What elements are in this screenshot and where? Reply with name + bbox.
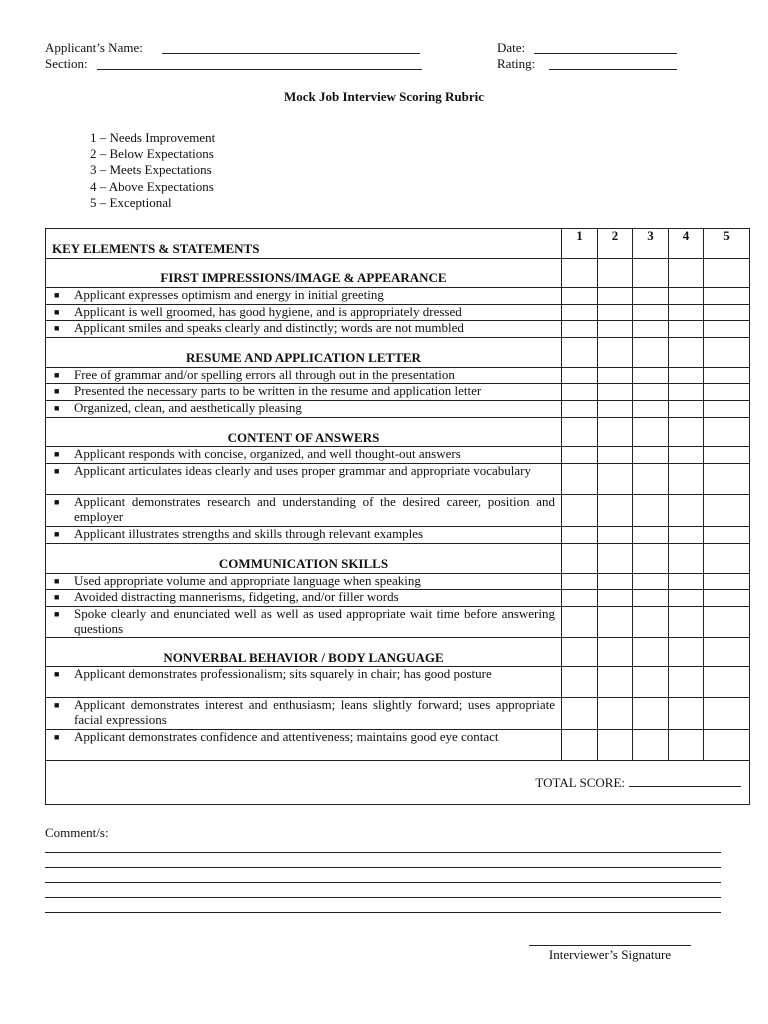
score-cell[interactable] — [562, 321, 598, 338]
score-cell[interactable] — [598, 447, 633, 464]
criterion-text: Spoke clearly and enunciated well as well as used appropriate wait time before answering questions — [74, 606, 555, 636]
score-cell[interactable] — [704, 447, 750, 464]
bullet-icon: ■ — [54, 449, 60, 460]
column-header-4: 4 — [669, 229, 704, 259]
score-cell[interactable] — [562, 401, 598, 418]
criterion-text: Free of grammar and/or spelling errors all through out in the presentation — [74, 366, 455, 382]
bullet-icon: ■ — [54, 592, 60, 603]
comment-line[interactable] — [45, 897, 721, 898]
bullet-icon: ■ — [54, 369, 60, 380]
score-cell[interactable] — [704, 729, 750, 760]
bullet-icon: ■ — [54, 528, 60, 539]
criterion-text: Presented the necessary parts to be written in the resume and application letter — [74, 383, 482, 399]
comment-line[interactable] — [45, 882, 721, 883]
criterion-text: Applicant responds with concise, organized, and well thought-out answers — [74, 446, 461, 462]
score-cell[interactable] — [704, 401, 750, 418]
criterion-item — [46, 526, 562, 543]
column-header-2: 2 — [598, 229, 633, 259]
criterion-item — [46, 495, 562, 526]
bullet-icon: ■ — [54, 290, 60, 300]
section-title: NONVERBAL BEHAVIOR / BODY LANGUAGE — [46, 638, 562, 667]
bullet-icon: ■ — [54, 669, 60, 680]
criterion-text: Organized, clean, and aesthetically pleasing — [74, 400, 302, 416]
score-cell[interactable] — [633, 729, 669, 760]
criterion-text: Applicant demonstrates confidence and attentiveness; maintains good eye contact — [74, 728, 499, 744]
score-cell[interactable] — [704, 698, 750, 729]
bullet-icon: ■ — [54, 386, 60, 397]
score-cell[interactable] — [598, 321, 633, 338]
section-title: RESUME AND APPLICATION LETTER — [46, 337, 562, 367]
score-cell[interactable] — [633, 573, 669, 590]
score-cell[interactable] — [669, 401, 704, 418]
score-cell[interactable] — [562, 495, 598, 526]
score-cell[interactable] — [704, 384, 750, 401]
scale-item: 5 – Exceptional — [90, 195, 172, 210]
column-header-3: 3 — [633, 229, 669, 259]
score-cell[interactable] — [598, 590, 633, 607]
section-label: Section: — [45, 56, 88, 71]
score-cell[interactable] — [562, 698, 598, 729]
score-cell[interactable] — [562, 367, 598, 384]
score-cell[interactable] — [704, 526, 750, 543]
scale-item: 2 – Below Expectations — [90, 146, 214, 161]
score-cell[interactable] — [633, 321, 669, 338]
bullet-icon: ■ — [54, 323, 60, 334]
score-cell[interactable] — [562, 447, 598, 464]
section-title: CONTENT OF ANSWERS — [46, 418, 562, 447]
criterion-item — [46, 304, 562, 321]
page-title: Mock Job Interview Scoring Rubric — [283, 89, 485, 104]
score-cell[interactable] — [598, 667, 633, 698]
score-cell[interactable] — [598, 464, 633, 495]
score-cell[interactable] — [598, 526, 633, 543]
score-cell[interactable] — [562, 729, 598, 760]
score-cell[interactable] — [669, 590, 704, 607]
criterion-text: Applicant illustrates strengths and skills through relevant examples — [74, 525, 424, 541]
rating-label: Rating: — [497, 56, 536, 71]
score-cell[interactable] — [704, 573, 750, 590]
score-cell[interactable] — [704, 288, 750, 305]
bullet-icon: ■ — [54, 575, 60, 586]
score-cell[interactable] — [598, 607, 633, 638]
score-cell[interactable] — [598, 495, 633, 526]
score-cell[interactable] — [633, 447, 669, 464]
criterion-text: Applicant expresses optimism and energy in initial greeting — [74, 287, 384, 302]
criterion-item — [46, 367, 562, 384]
applicant-name-label: Applicant’s Name: — [45, 40, 143, 55]
comment-label: Comment/s: — [45, 825, 109, 840]
criterion-item — [46, 288, 562, 305]
score-cell[interactable] — [562, 667, 598, 698]
score-cell[interactable] — [562, 464, 598, 495]
score-cell[interactable] — [669, 464, 704, 495]
score-cell[interactable] — [598, 698, 633, 729]
section-title: FIRST IMPRESSIONS/IMAGE & APPEARANCE — [46, 259, 562, 288]
section-title: COMMUNICATION SKILLS — [46, 543, 562, 573]
bullet-icon: ■ — [54, 609, 60, 620]
score-cell[interactable] — [633, 607, 669, 638]
score-cell[interactable] — [633, 667, 669, 698]
bullet-icon: ■ — [54, 306, 60, 317]
total-score-row — [46, 760, 750, 804]
bullet-icon: ■ — [54, 700, 60, 711]
criterion-text: Applicant is well groomed, has good hygiene, and is appropriately dressed — [74, 303, 462, 319]
criterion-text: Applicant demonstrates research and understanding of the desired career, position and employer — [74, 494, 555, 524]
score-cell[interactable] — [669, 698, 704, 729]
rating-field[interactable] — [549, 56, 677, 70]
date-label: Date: — [497, 40, 526, 55]
scale-item: 1 – Needs Improvement — [90, 130, 216, 145]
score-cell[interactable] — [669, 729, 704, 760]
score-cell[interactable] — [669, 288, 704, 305]
comment-line[interactable] — [45, 912, 721, 913]
key-elements-header: KEY ELEMENTS & STATEMENTS — [46, 229, 562, 259]
bullet-icon: ■ — [54, 731, 60, 742]
score-cell[interactable] — [669, 384, 704, 401]
score-cell[interactable] — [598, 304, 633, 321]
criterion-item — [46, 321, 562, 338]
score-cell[interactable] — [562, 590, 598, 607]
criterion-item — [46, 698, 562, 729]
bullet-icon: ■ — [54, 497, 60, 508]
criterion-item — [46, 447, 562, 464]
score-cell[interactable] — [562, 573, 598, 590]
score-cell[interactable] — [562, 288, 598, 305]
score-cell[interactable] — [704, 367, 750, 384]
score-cell[interactable] — [633, 401, 669, 418]
score-cell[interactable] — [669, 304, 704, 321]
criterion-text: Avoided distracting mannerisms, fidgeting, and/or filler words — [74, 589, 399, 605]
criterion-item — [46, 573, 562, 590]
criterion-text: Applicant demonstrates professionalism; sits squarely in chair; has good posture — [74, 666, 492, 682]
score-cell[interactable] — [598, 384, 633, 401]
criterion-item — [46, 384, 562, 401]
score-cell[interactable] — [633, 367, 669, 384]
criterion-item — [46, 607, 562, 638]
score-cell[interactable] — [633, 526, 669, 543]
score-cell[interactable] — [633, 698, 669, 729]
score-cell[interactable] — [598, 401, 633, 418]
signature-line[interactable] — [529, 945, 691, 946]
score-cell[interactable] — [704, 495, 750, 526]
criterion-text: Applicant articulates ideas clearly and uses proper grammar and appropriate vocabulary — [74, 463, 531, 479]
score-cell[interactable] — [669, 321, 704, 338]
date-field[interactable] — [534, 40, 677, 54]
score-cell[interactable] — [633, 304, 669, 321]
score-cell[interactable] — [633, 590, 669, 607]
score-cell[interactable] — [704, 667, 750, 698]
criterion-item — [46, 401, 562, 418]
score-cell[interactable] — [704, 464, 750, 495]
score-cell[interactable] — [669, 447, 704, 464]
bullet-icon: ■ — [54, 403, 60, 414]
column-header-5: 5 — [704, 229, 750, 259]
criterion-item — [46, 590, 562, 607]
score-cell[interactable] — [704, 607, 750, 638]
score-cell[interactable] — [669, 526, 704, 543]
bullet-icon: ■ — [54, 466, 60, 477]
criterion-item — [46, 667, 562, 698]
comment-line[interactable] — [45, 867, 721, 868]
score-cell[interactable] — [669, 495, 704, 526]
signature-label: Interviewer’s Signature — [548, 947, 672, 962]
score-cell[interactable] — [704, 590, 750, 607]
score-cell[interactable] — [633, 464, 669, 495]
score-cell[interactable] — [562, 304, 598, 321]
score-cell[interactable] — [598, 367, 633, 384]
criterion-text: Applicant smiles and speaks clearly and distinctly; words are not mumbled — [74, 320, 464, 336]
score-cell[interactable] — [669, 573, 704, 590]
section-field[interactable] — [97, 56, 422, 70]
score-cell[interactable] — [562, 384, 598, 401]
score-cell[interactable] — [704, 304, 750, 321]
score-cell[interactable] — [633, 384, 669, 401]
criterion-item — [46, 729, 562, 760]
scale-item: 3 – Meets Expectations — [90, 162, 212, 177]
column-header-1: 1 — [562, 229, 598, 259]
criterion-text: Used appropriate volume and appropriate language when speaking — [74, 572, 421, 588]
score-cell[interactable] — [562, 607, 598, 638]
score-cell[interactable] — [598, 573, 633, 590]
score-cell[interactable] — [633, 495, 669, 526]
score-cell[interactable] — [633, 288, 669, 305]
total-score-field[interactable] — [629, 774, 741, 787]
comment-line[interactable] — [45, 852, 721, 853]
scale-item: 4 – Above Expectations — [90, 179, 214, 194]
score-cell[interactable] — [598, 729, 633, 760]
rubric-table — [45, 228, 750, 805]
criterion-text: Applicant demonstrates interest and enthusiasm; leans slightly forward; uses appropriate facial expressions — [74, 697, 555, 727]
score-cell[interactable] — [669, 367, 704, 384]
score-cell[interactable] — [669, 667, 704, 698]
score-cell[interactable] — [669, 607, 704, 638]
score-cell[interactable] — [598, 288, 633, 305]
score-cell[interactable] — [562, 526, 598, 543]
score-cell[interactable] — [704, 321, 750, 338]
criterion-item — [46, 464, 562, 495]
total-score-label: TOTAL SCORE: — [535, 774, 625, 790]
applicant-name-field[interactable] — [162, 40, 420, 54]
